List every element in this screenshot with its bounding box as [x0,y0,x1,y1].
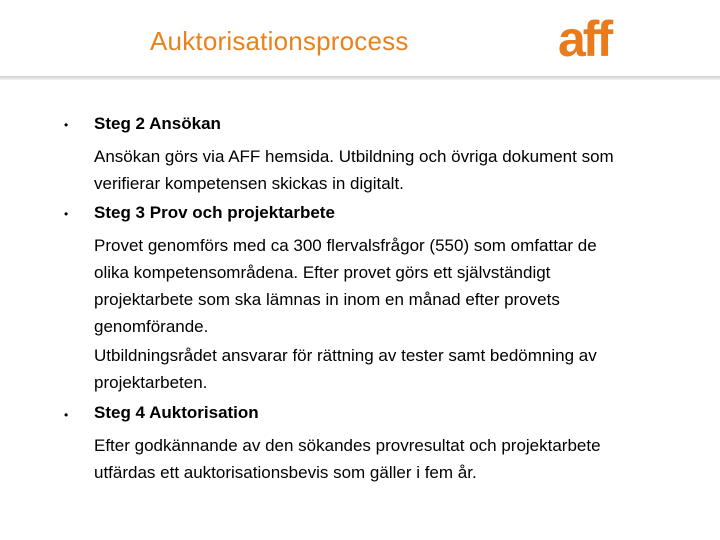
section-paragraph: Ansökan görs via AFF hemsida. Utbildning och övriga dokument som verifierar kompetensen skickas in digitalt. [94,147,614,193]
section-paragraph: Provet genomförs med ca 300 flervalsfrågor (550) som omfattar de olika kompetensområdena. Efter provet görs ett självständigt projektarbete som ska lämnas in inom en månad efter provets genomförande. [94,236,597,336]
bullet-marker: • [64,207,69,221]
section-heading-steg-2: Steg 2 Ansökan [94,114,221,133]
header-divider [0,76,720,80]
section-paragraph: Utbildningsrådet ansvarar för rättning av tester samt bedömning av projektarbeten. [94,346,597,392]
section-heading-steg-3: Steg 3 Prov och projektarbete [94,203,335,222]
aff-logo: aff [558,11,611,67]
section-heading-steg-4: Steg 4 Auktorisation [94,403,259,422]
slide-title: Auktorisationsprocess [150,26,409,56]
section-paragraph: Efter godkännande av den sökandes provresultat och projektarbete utfärdas ett auktorisationsbevis som gäller i fem år. [94,436,601,482]
bullet-marker: • [64,118,69,132]
bullet-marker: • [64,408,69,422]
